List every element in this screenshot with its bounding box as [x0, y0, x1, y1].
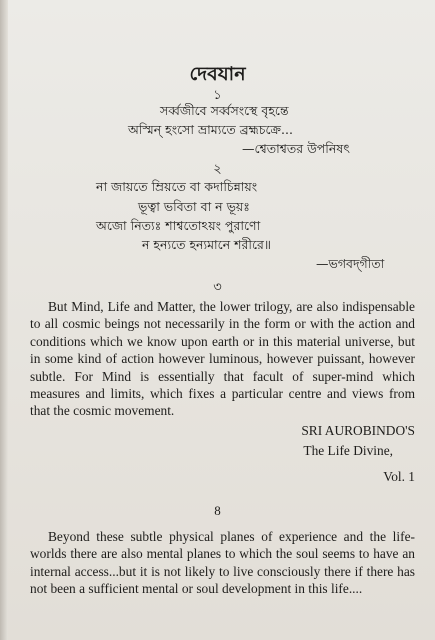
- section-4-number: 8: [214, 503, 221, 518]
- section-3-volume: Vol. 1: [383, 469, 415, 484]
- section-2-source: —ভগবদ্‌গীতা: [316, 256, 385, 271]
- section-4-paragraph: [30, 528, 415, 598]
- section-4-text: Beyond these subtle physical planes of experience and the life-worlds there are also mental planes to which the soul seems to have an internal access...but it is not likely to live consciously there if there has not been a sufficient mental or soul development in this life....: [30, 529, 415, 597]
- section-1-line-2: অস্মিন্ হংসো ভ্রাম্যতে ব্রহ্মচক্রে...: [128, 122, 293, 137]
- section-2-line-3: অজো নিত্যঃ শাশ্বতোঽয়ং পুরাণো: [96, 218, 261, 233]
- section-2-line-4: ন হন্যতে হন্যমানে শরীরে॥: [142, 237, 271, 252]
- section-3-text: But Mind, Life and Matter, the lower trilogy, are also indispensable to all cosmic beings not necessarily in the form or with the action and conditions which we know upon earth or in this material universe, but in some kind of action however luminous, however puissant, however subtle. For Mind is essentially that facult of super-mind which measures and limits, which fixes a particular centre and views from that the cosmic movement.: [30, 299, 415, 419]
- section-3-number: ৩: [213, 280, 222, 295]
- section-1-line-1: সর্ব্বজীবে সর্ব্বসংস্থে বৃহন্তে: [160, 103, 289, 118]
- section-3-work: The Life Divine,: [303, 443, 393, 458]
- section-2-line-1: না জায়তে ম্রিয়তে বা কদাচিন্নায়ং: [96, 179, 258, 194]
- section-3-author: SRI AUROBINDO'S: [301, 423, 415, 438]
- section-2-number: ২: [213, 162, 222, 177]
- section-1-source: —শ্বেতাশ্বতর উপনিষৎ: [242, 141, 350, 156]
- page-title: দেবযান: [189, 63, 246, 85]
- section-2-line-2: ভূত্বা ভবিতা বা ন ভূয়ঃ: [138, 199, 250, 214]
- section-1-number: ১: [213, 88, 222, 103]
- section-3-paragraph: [30, 298, 415, 420]
